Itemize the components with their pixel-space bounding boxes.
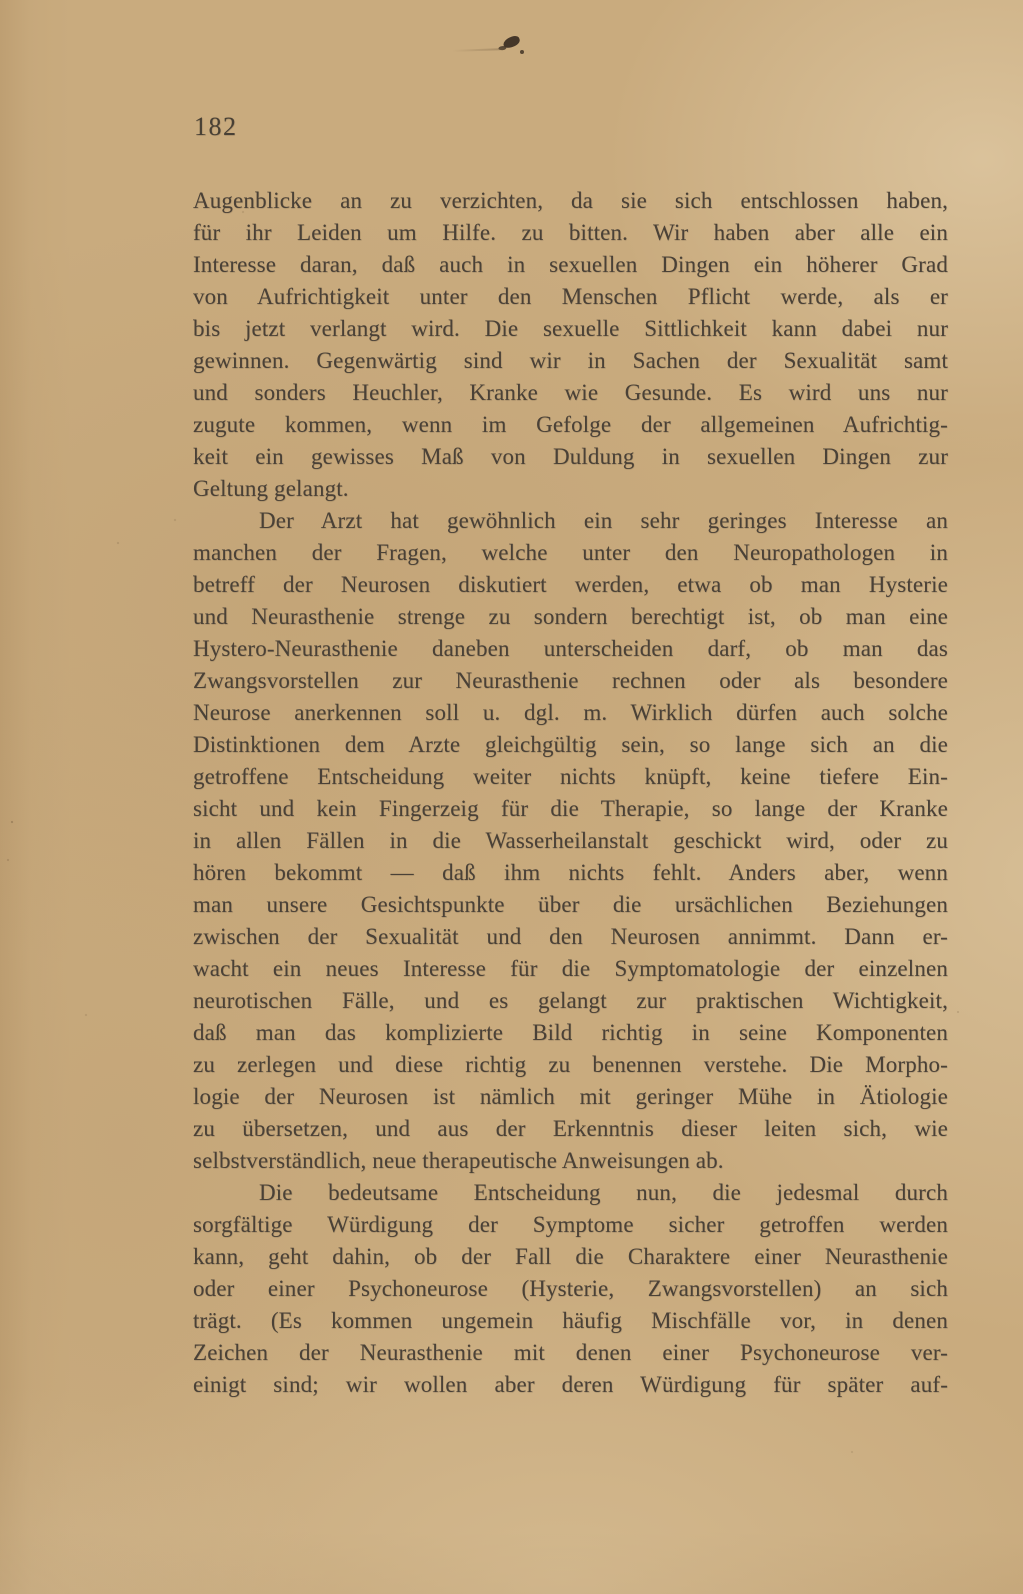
text-line: man unsere Gesichtspunkte über die ursächlichen Beziehungen [193, 892, 948, 917]
paragraph [193, 185, 948, 505]
ink-speck [520, 50, 524, 54]
text-line: selbstverständlich, neue therapeutische Anweisungen ab. [193, 1148, 724, 1173]
text-line: betreff der Neurosen diskutiert werden, etwa ob man Hysterie [193, 572, 948, 597]
text-line: Zwangsvorstellen zur Neurasthenie rechnen oder als besondere [193, 668, 948, 693]
ink-blot [502, 35, 521, 50]
text-line: für ihr Leiden um Hilfe. zu bitten. Wir haben aber alle ein [193, 220, 948, 245]
text-line: getroffene Entscheidung weiter nichts knüpft, keine tiefere Ein- [193, 764, 948, 789]
text-line: einigt sind; wir wollen aber deren Würdigung für später auf- [193, 1372, 948, 1397]
paragraph [193, 1177, 948, 1401]
text-line: und Neurasthenie strenge zu sondern berechtigt ist, ob man eine [193, 604, 948, 629]
text-line: zu zerlegen und diese richtig zu benennen verstehe. Die Morpho- [193, 1052, 948, 1077]
text-line: trägt. (Es kommen ungemein häufig Mischfälle vor, in denen [193, 1308, 948, 1333]
text-line: Interesse daran, daß auch in sexuellen Dingen ein höherer Grad [193, 252, 948, 277]
text-line: Hystero-Neurasthenie daneben unterscheiden darf, ob man das [193, 636, 948, 661]
text-line: zugute kommen, wenn im Gefolge der allgemeinen Aufrichtig- [193, 412, 948, 437]
text-line: Zeichen der Neurasthenie mit denen einer Psychoneurose ver- [193, 1340, 948, 1365]
text-line: bis jetzt verlangt wird. Die sexuelle Sittlichkeit kann dabei nur [193, 316, 948, 341]
text-line: sorgfältige Würdigung der Symptome sicher getroffen werden [193, 1212, 948, 1237]
text-line: von Aufrichtigkeit unter den Menschen Pflicht werde, als er [193, 284, 948, 309]
ink-smear [452, 48, 504, 52]
text-line: gewinnen. Gegenwärtig sind wir in Sachen der Sexualität samt [193, 348, 948, 373]
text-line: manchen der Fragen, welche unter den Neuropathologen in [193, 540, 948, 565]
text-line: kann, geht dahin, ob der Fall die Charaktere einer Neurasthenie [193, 1244, 948, 1269]
text-line: wacht ein neues Interesse für die Symptomatologie der einzelnen [193, 956, 948, 981]
text-line: keit ein gewisses Maß von Duldung in sexuellen Dingen zur [193, 444, 948, 469]
text-line: hören bekommt — daß ihm nichts fehlt. Anders aber, wenn [193, 860, 948, 885]
text-line: zu übersetzen, und aus der Erkenntnis dieser leiten sich, wie [193, 1116, 948, 1141]
text-line: Geltung gelangt. [193, 476, 349, 501]
text-line: neurotischen Fälle, und es gelangt zur praktischen Wichtigkeit, [193, 988, 948, 1013]
text-line: Die bedeutsame Entscheidung nun, die jedesmal durch [259, 1180, 948, 1205]
text-line: zwischen der Sexualität und den Neurosen annimmt. Dann er- [193, 924, 948, 949]
text-line: Der Arzt hat gewöhnlich ein sehr geringes Interesse an [259, 508, 948, 533]
text-line: sicht und kein Fingerzeig für die Therapie, so lange der Kranke [193, 796, 948, 821]
text-line: oder einer Psychoneurose (Hysterie, Zwangsvorstellen) an sich [193, 1276, 948, 1301]
text-line: Augenblicke an zu verzichten, da sie sich entschlossen haben, [193, 188, 948, 213]
text-line: daß man das komplizierte Bild richtig in seine Komponenten [193, 1020, 948, 1045]
text-line: in allen Fällen in die Wasserheilanstalt geschickt wird, oder zu [193, 828, 948, 853]
text-line: und sonders Heuchler, Kranke wie Gesunde. Es wird uns nur [193, 380, 948, 405]
page-number: 182 [194, 112, 238, 141]
paragraph [193, 505, 948, 1177]
text-line: Neurose anerkennen soll u. dgl. m. Wirklich dürfen auch solche [193, 700, 948, 725]
text-line: logie der Neurosen ist nämlich mit geringer Mühe in Ätiologie [193, 1084, 948, 1109]
text-line: Distinktionen dem Arzte gleichgültig sein, so lange sich an die [193, 732, 948, 757]
text-block [193, 185, 948, 1401]
